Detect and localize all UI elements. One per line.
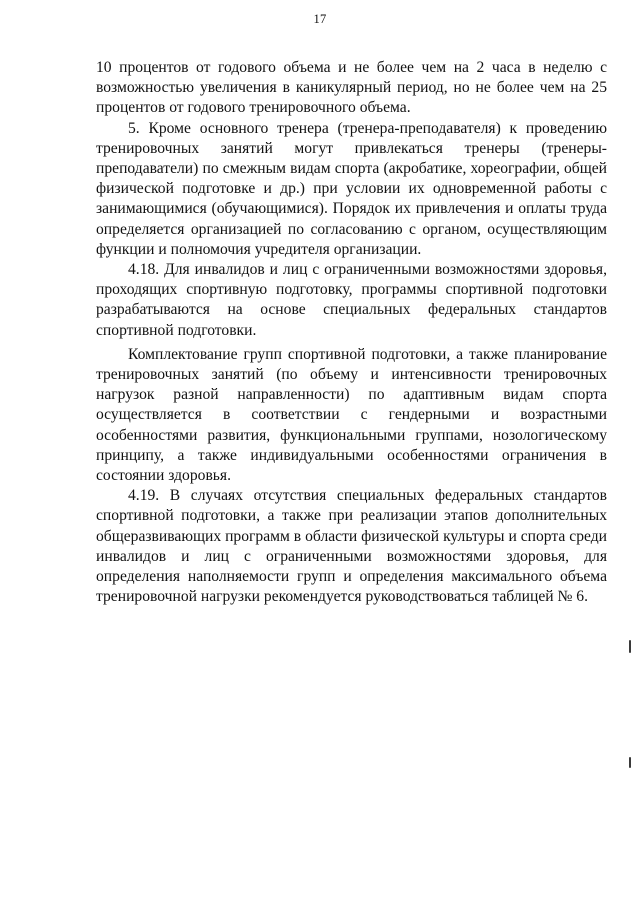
paragraph-continuation: 10 процентов от годового объема и не более чем на 2 часа в неделю с возможностью увеличения в каникулярный период, но не более чем на 25 процентов от годового тренировочного объема.	[96, 59, 607, 117]
paragraph-4-19: 4.19. В случаях отсутствия специальных федеральных стандартов спортивной подготовки, а также при реализации этапов дополнительных общеразвивающих программ в области физической культуры и спорта среди инвалидов и лиц с ограниченными возможностями здоровья, для определения наполняемости групп и определения максимального объема тренировочной нагрузки рекомендуется руководствоваться таблицей № 6.	[96, 487, 607, 606]
scan-artifact-mark	[629, 757, 631, 768]
paragraph-item-5: 5. Кроме основного тренера (тренера-преподавателя) к проведению тренировочных занятий могут привлекаться тренеры (тренеры-преподаватели) по смежным видам спорта (акробатике, хореографии, общей физической подготовке и др.) при условии их одновременной работы с занимающимися (обучающимися). Порядок их привлечения и оплаты труда определяется организацией по согласованию с органом, осуществляющим функции и полномочия учредителя организации.	[96, 119, 607, 258]
document-body	[96, 58, 607, 607]
page-number: 17	[313, 12, 327, 26]
paragraph-4-18: 4.18. Для инвалидов и лиц с ограниченными возможностями здоровья, проходящих спортивную подготовку, программы спортивной подготовки разрабатываются на основе специальных федеральных стандартов спортивной подготовки.	[96, 261, 607, 339]
paragraph-group-staffing: Комплектование групп спортивной подготовки, а также планирование тренировочных занятий (по объему и интенсивности тренировочных нагрузок разной направленности) по адаптивным видам спорта осуществляется в соответствии с гендерными и возрастными особенностями развития, функциональными группами, нозологическому принципу, а также индивидуальными особенностями ограничения в состоянии здоровья.	[96, 345, 607, 485]
scan-artifact-mark	[629, 640, 631, 653]
